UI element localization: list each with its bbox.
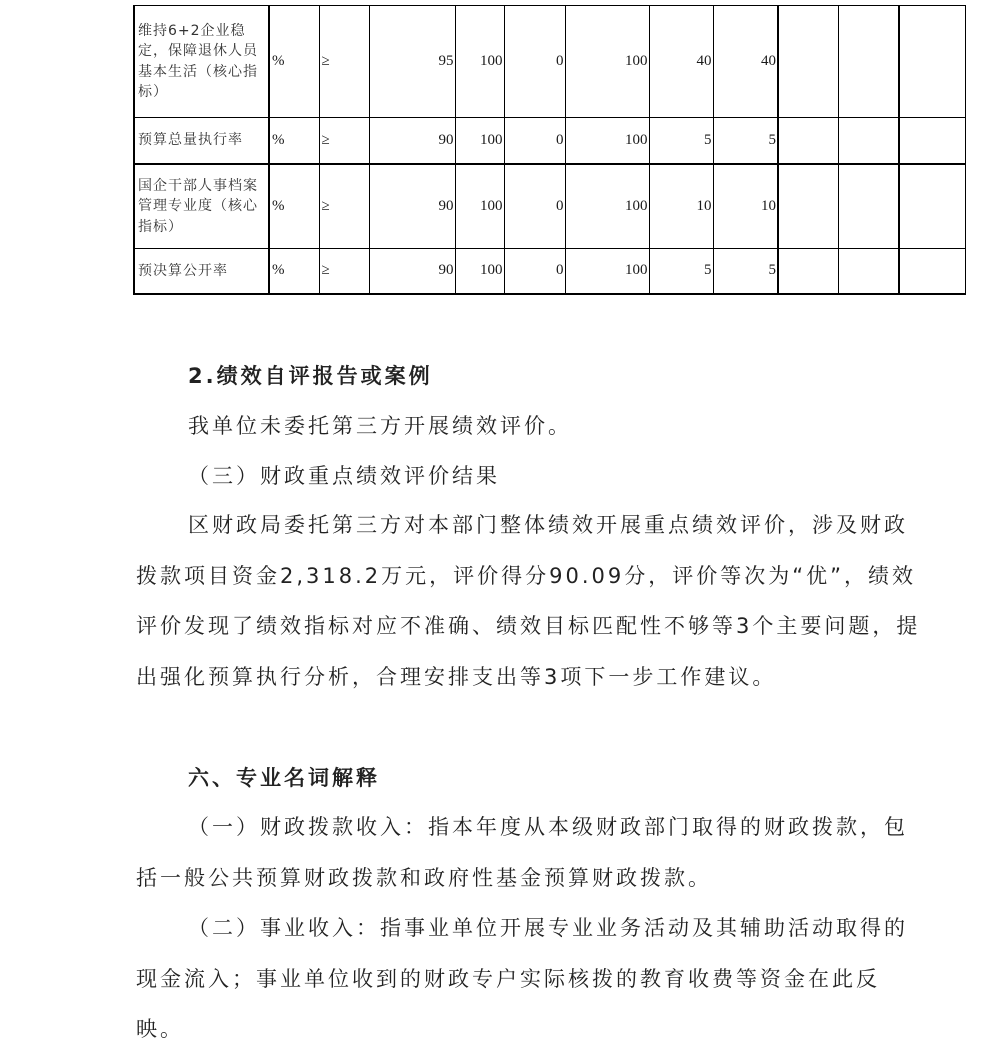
weight-cell: 10 <box>649 164 713 249</box>
target-value: 90 <box>369 164 455 249</box>
section-heading-glossary: 六、专业名词解释 <box>188 766 380 790</box>
table-row <box>134 6 965 118</box>
empty-cell <box>838 118 899 164</box>
unit-cell: % <box>269 6 319 118</box>
empty-cell <box>838 164 899 249</box>
key-evaluation-paragraph: 区财政局委托第三方对本部门整体绩效开展重点绩效评价，涉及财政拨款项目资金2,318.2万元，评价得分90.09分，评价等次为“优”，绩效评价发现了绩效指标对应不准确、绩效目标匹配性不够等3个主要问题，提出强化预算执行分析，合理安排支出等3项下一步工作建议。 <box>136 513 921 689</box>
weight-cell: 5 <box>649 118 713 164</box>
unit-cell: % <box>269 118 319 164</box>
unit-cell: % <box>269 164 319 249</box>
table-row <box>134 249 965 294</box>
value-cell: 100 <box>565 118 649 164</box>
operator-cell: ≥ <box>319 118 369 164</box>
weight-cell: 5 <box>649 249 713 294</box>
glossary-definition-fiscal-appropriation: （一）财政拨款收入：指本年度从本级财政部门取得的财政拨款，包括一般公共预算财政拨款和政府性基金预算财政拨款。 <box>136 815 908 890</box>
empty-cell <box>899 249 965 294</box>
unit-cell: % <box>269 249 319 294</box>
full-value: 100 <box>455 164 504 249</box>
empty-cell <box>778 6 838 118</box>
indicator-name: 国企干部人事档案管理专业度（核心指标） <box>134 164 269 249</box>
value-cell: 100 <box>565 249 649 294</box>
weight-cell: 40 <box>649 6 713 118</box>
score-cell: 5 <box>713 118 778 164</box>
glossary-definition-business-income: （二）事业收入：指事业单位开展专业业务活动及其辅助活动取得的现金流入；事业单位收到的财政专户实际核拨的教育收费等资金在此反映。 <box>136 916 908 1041</box>
score-cell: 10 <box>713 164 778 249</box>
operator-cell: ≥ <box>319 6 369 118</box>
full-value: 100 <box>455 6 504 118</box>
empty-cell <box>899 118 965 164</box>
indicator-name: 预算总量执行率 <box>134 118 269 164</box>
table-row <box>134 164 965 249</box>
target-value: 95 <box>369 6 455 118</box>
empty-cell <box>899 6 965 118</box>
empty-cell <box>838 249 899 294</box>
operator-cell: ≥ <box>319 164 369 249</box>
operator-cell: ≥ <box>319 249 369 294</box>
empty-cell <box>778 118 838 164</box>
section-heading-self-evaluation: 2.绩效自评报告或案例 <box>188 364 433 388</box>
empty-cell <box>778 164 838 249</box>
target-value: 90 <box>369 118 455 164</box>
section-heading-key-evaluation: （三）财政重点绩效评价结果 <box>188 464 500 488</box>
empty-cell <box>778 249 838 294</box>
self-evaluation-text: 我单位未委托第三方开展绩效评价。 <box>188 414 572 438</box>
score-cell: 5 <box>713 249 778 294</box>
value-cell: 0 <box>504 6 565 118</box>
value-cell: 100 <box>565 164 649 249</box>
full-value: 100 <box>455 118 504 164</box>
full-value: 100 <box>455 249 504 294</box>
score-cell: 40 <box>713 6 778 118</box>
table-row <box>134 118 965 164</box>
value-cell: 100 <box>565 6 649 118</box>
indicator-name: 预决算公开率 <box>134 249 269 294</box>
value-cell: 0 <box>504 249 565 294</box>
indicator-name: 维持6+2企业稳定，保障退休人员基本生活（核心指标） <box>134 6 269 118</box>
empty-cell <box>838 6 899 118</box>
empty-cell <box>899 164 965 249</box>
target-value: 90 <box>369 249 455 294</box>
performance-indicator-table <box>133 5 966 295</box>
value-cell: 0 <box>504 164 565 249</box>
value-cell: 0 <box>504 118 565 164</box>
